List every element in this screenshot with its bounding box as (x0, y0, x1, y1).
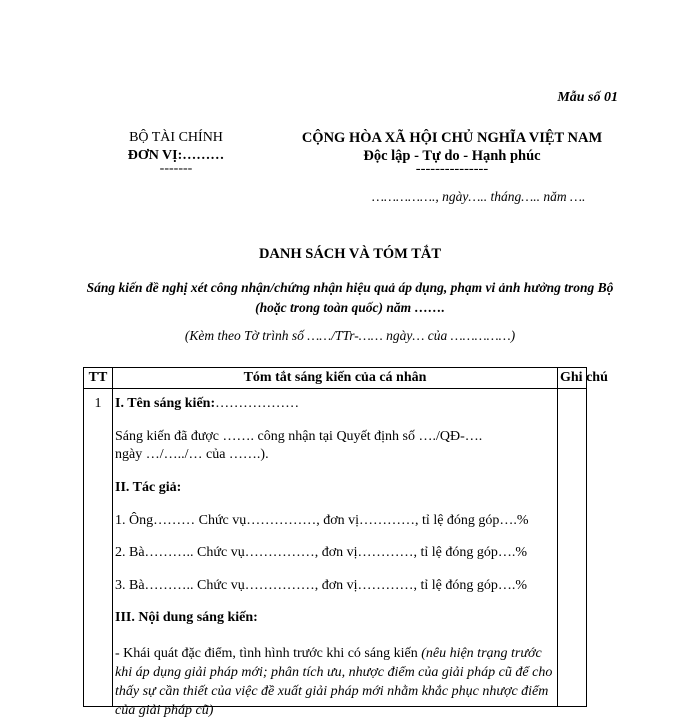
document-subtitle: Sáng kiến đề nghị xét công nhận/chứng nhận hiệu quả áp dụng, phạm vi ảnh hưởng trong Bộ (hoặc trong toàn quốc) năm ……. (86, 280, 614, 315)
initiative-name-dots: ……………… (215, 396, 300, 411)
header-summary: Tóm tắt sáng kiến của cá nhân (243, 370, 427, 385)
column-divider (112, 368, 113, 706)
header-divider (84, 388, 586, 389)
date-line: ……………., ngày….. tháng….. năm …. (372, 189, 586, 204)
content-paragraph (115, 644, 555, 720)
attachment-note: (Kèm theo Tờ trình số ……/TTr-…… ngày… của ……………) (184, 328, 516, 343)
form-number: Mẫu số 01 (557, 90, 618, 105)
author-line: 1. Ông……… Chức vụ……………, đơn vị…………, tỉ lệ đóng góp….% (115, 513, 529, 528)
ministry-name: BỘ TÀI CHÍNH (129, 130, 223, 145)
content-intro: - Khái quát đặc điểm, tình hình trước khi có sáng kiến (115, 646, 422, 661)
recognition-line: Sáng kiến đã được ……. công nhận tại Quyết định số …./QĐ-…. (115, 429, 483, 444)
summary-table (83, 367, 608, 718)
section-title: II. Tác giả: (115, 480, 182, 495)
motto-divider: --------------- (415, 161, 489, 177)
ministry-divider: ------- (159, 161, 193, 176)
author-line: 3. Bà……….. Chức vụ……………, đơn vị…………, tỉ lệ đóng góp….% (115, 578, 528, 593)
author-line: 2. Bà……….. Chức vụ……………, đơn vị…………, tỉ lệ đóng góp….% (115, 545, 528, 560)
recognition-line: ngày …/…../… của …….). (115, 447, 269, 462)
nation-name: CỘNG HÒA XÃ HỘI CHỦ NGHĨA VIỆT NAM (301, 130, 603, 146)
nation-block (290, 129, 614, 175)
header-tt: TT (88, 370, 108, 385)
ministry-block (123, 129, 229, 175)
row-number: 1 (94, 396, 102, 411)
document-title: DANH SÁCH VÀ TÓM TẮT (258, 246, 442, 262)
motto: Độc lập - Tự do - Hạnh phúc (363, 148, 541, 164)
initiative-name-label: I. Tên sáng kiến: (115, 396, 216, 411)
header-note: Ghi chú (560, 370, 608, 385)
content-note: (nêu hiện trạng trước khi áp dụng giải pháp mới; phân tích ưu, nhược điểm của giải pháp cũ để cho thấy sự cần thiết của việc đề xuất giải pháp mới nhằm khắc phục nhược điểm của giải pháp cũ) (115, 646, 553, 718)
section-title (115, 396, 299, 412)
unit-name: ĐƠN VỊ:……… (127, 148, 225, 163)
section-title: III. Nội dung sáng kiến: (115, 610, 258, 625)
column-divider (557, 368, 558, 706)
